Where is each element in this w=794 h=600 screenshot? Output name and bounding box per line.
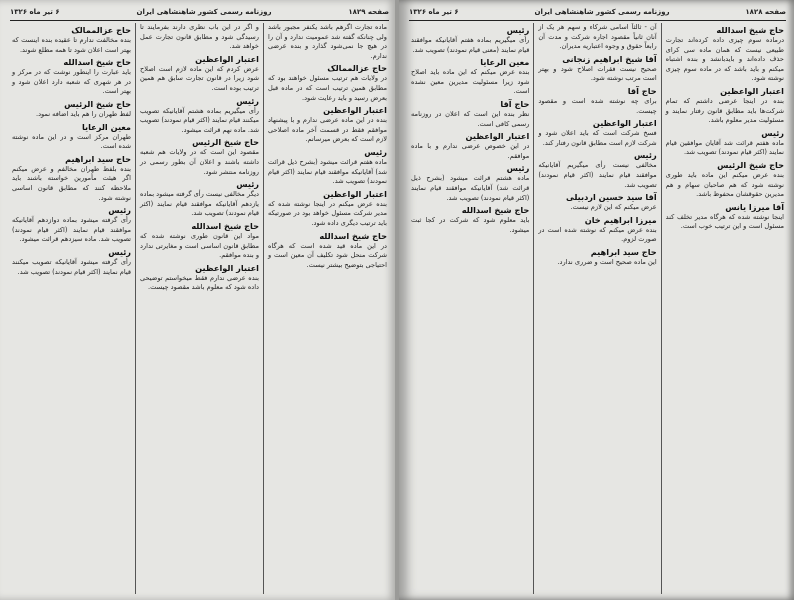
speaker-name: رئیس [108, 246, 131, 257]
right-page-header [409, 6, 786, 21]
paragraph-text: باید معلوم شود که شرکت در کجا ثبت میشود. [411, 216, 530, 234]
speaker-name: حاج عزالممالک [327, 63, 387, 74]
paragraph-text: ماده هفتم قرائت شد آقایان موافقین قیام نمایند (اکثر قیام نمودند) تصویب شد. [665, 138, 784, 157]
text-column [135, 23, 263, 594]
speaker-name: حاج شیخ اسدالله [319, 230, 387, 241]
text-column [661, 23, 788, 594]
paragraph-text: در این ماده قید شده است که هرگاه شرکت منحل شود تکلیف آن معین است و احتیاجی بتوضیح بیشتر نیست. [268, 241, 387, 269]
page-number: صفحه ۱۸۲۹ [348, 8, 389, 16]
right-page [399, 0, 794, 600]
speaker-name: حاج سید ابراهیم [65, 153, 131, 164]
speaker-name: اعتبار الواعظین [720, 85, 784, 96]
text-column [533, 23, 660, 594]
paragraph-text: رأی میگیریم بماده هشتم آقایانیکه تصویب میکنند قیام نمایند (اکثر قیام نمودند) تصویب شد. ماده نهم قرائت میشود. [140, 106, 259, 134]
speaker-name: معین الرعایا [81, 121, 131, 132]
speaker-name: آقا شیخ ابراهیم زنجانی [562, 53, 657, 64]
paragraph-text: ماده هفتم قرائت میشود (بشرح ذیل قرائت شد) آقایانیکه موافقند قیام نمایند (اکثر قیام نمودند) تصویب شد. [268, 157, 387, 186]
paragraph-text: اینجا نوشته شده که هرگاه مدیر تخلف کند مسئول است و این ترتیب خوب است. [665, 212, 784, 231]
speaker-name: حاج شیخ اسدالله [716, 25, 784, 35]
speaker-name: حاج آقا [627, 85, 657, 96]
paragraph-text: بنده عرض میکنم در اینجا نوشته شده که مدیر شرکت مسئول خواهد بود در صورتیکه باید ترتیب دیگری داده شود. [268, 199, 387, 227]
paragraph-text: این ماده صحیح است و ضرری ندارد. [557, 257, 657, 266]
paragraph-text: عرض میکنم که این لازم نیست. [570, 203, 657, 212]
paragraph-text: طهران مرکز است و در این ماده نوشته شده است. [12, 132, 131, 151]
paragraph-text: بنده مخالفت ندارم تا عقیده بنده اینست که بهتر است اعلان شود تا همه مطلع شوند. [12, 36, 131, 54]
left-page-header [10, 6, 389, 21]
text-column [407, 23, 533, 594]
speaker-name: اعتبار الواعظین [323, 105, 387, 116]
issue-date: ۶ تیر ماه ۱۳۲۶ [10, 8, 60, 16]
paragraph-text: در این خصوص عرضی ندارم و با ماده موافقم. [411, 142, 530, 160]
speaker-name: رئیس [108, 205, 131, 216]
paragraph-text: ماده تجارت اگرهم باشد یکنفر مجبور باشد ولی چنانکه گفته شد عمومیت ندارد و آن را در هیچ جا نمی‌شود گذارد و بنده عرضی ندارم. [268, 23, 387, 60]
paragraph-text: بنده عرض میکنم این ماده باید طوری نوشته شود که هم صاحبان سهام و هم مدیرین حقوقشان محفوظ باشد. [665, 170, 784, 199]
paragraph-text: رأی میگیریم بماده هفتم آقایانیکه موافقند قیام نمایند (معنی قیام نمودند) تصویب شد. [411, 36, 530, 54]
speaker-name: حاج شیخ الرئیس [192, 137, 259, 148]
speaker-name: اعتبار الواعظین [592, 118, 657, 129]
paragraph-text: لفظ طهران را هم باید اضافه نمود. [35, 109, 131, 118]
paragraph-text: مقصود این است که در ولایات هم شعبه داشته باشند و اعلان آن بطور رسمی در روزنامه منتشر شود. [140, 148, 259, 176]
speaker-name: حاج سید ابراهیم [590, 246, 657, 257]
paragraph-text: رأی گرفته میشود بماده دوازدهم آقایانیکه موافقند قیام نمایند (اکثر قیام نمودند) تصویب شد. ماده سیزدهم قرائت میشود. [12, 216, 131, 244]
speaker-name: حاج شیخ اسدالله [191, 220, 259, 231]
paragraph-text: آن - ثالثاً اسامی شرکاء و سهم هر یک از آنان ثانیاً مقصود اجاره شرکت و مدت آن رابعاً حقوق و وجوه اعتباریه مدیران. [538, 23, 657, 51]
speaker-name: اعتبار الواعظین [323, 188, 387, 199]
paragraph-text: صحیح نیست فقرات اصلاح شود و بهتر است مرتب نوشته شود. [538, 64, 657, 83]
text-column [263, 23, 391, 594]
speaker-name: حاج شیخ الرئیس [64, 98, 131, 109]
speaker-name: اعتبار الواعظین [195, 53, 259, 64]
paragraph-text: درماده سوم چیزی داده کرده‌اند تجارت طبیعی نیست که همان ماده سی کرای حذف داده‌اند و بایدبانشد و بنده اشتباه میکنم و باید باشد که در ماده سوم چیزی نوشته شود. [665, 36, 784, 83]
page-number: صفحه ۱۸۲۸ [745, 8, 786, 16]
paragraph-text: مواد این قانون طوری نوشته شده که مطابق قانون اساسی است و مغایرتی ندارد و بنده موافقم. [140, 231, 259, 260]
paragraph-text: بنده عرضی ندارم فقط میخواستم توضیحی داده شود که معلوم باشد مقصود چیست. [140, 273, 259, 292]
paragraph-text: ماده هشتم قرائت میشود (بشرح ذیل قرائت شد) آقایانیکه موافقند قیام نمایند (اکثر قیام نمودند) تصویب شد. [411, 174, 530, 202]
speaker-name: آقا میرزا یانس [725, 201, 784, 212]
paragraph-text: بنده در این ماده عرضی ندارم و با پیشنهاد موافقم فقط در قسمت آخر ماده اصلاحی لازم است که بعرض میرسانم. [268, 116, 387, 144]
paragraph-text: مخالفی نیست رأی میگیریم آقایانیکه موافقند قیام نمایند (اکثر قیام نمودند) تصویب شد. [538, 161, 657, 189]
text-column [8, 23, 135, 594]
paragraph-text: بنده بلفظ طهران مخالفم و عرض میکنم اگر هیئت مأمورین خواسته باشند باید ملاحظه کنند که مطابق قانون اساسی نوشته شود. [12, 164, 131, 202]
left-page-columns [8, 23, 391, 594]
speaker-name: حاج آقا [500, 98, 530, 109]
paragraph-text: بنده عرض میکنم که نوشته شده است در صورت لزوم. [538, 225, 657, 244]
speaker-name: معین الرعایا [480, 57, 530, 68]
paragraph-text: نظر بنده این است که اعلان در روزنامه رسمی کافی است. [411, 109, 530, 128]
speaker-name: آقا سید حسین اردبیلی [566, 192, 657, 203]
paragraph-text: فسخ شرکت است که باید اعلان شود و شرکت لازم است مطابق قانون رفتار کند. [538, 129, 657, 147]
paragraph-text: برای چه نوشته شده است و مقصود چیست. [538, 96, 657, 115]
speaker-name: رئیس [364, 146, 387, 157]
paragraph-text: دیگر مخالفی نیست رأی گرفته میشود بماده یازدهم آقایانیکه موافقند قیام نمایند (اکثر قیام نمودند) تصویب شد. [140, 190, 259, 218]
speaker-name: میرزا ابراهیم خان [584, 214, 657, 225]
speaker-name: رئیس [506, 163, 530, 174]
paragraph-text: باید عبارت را اینطور نوشت که در مرکز و در هر شهری که شعبه دارد اعلان شود و بهتر است. [12, 68, 131, 96]
speaker-name: حاج شیخ اسدالله [461, 205, 530, 216]
newspaper-title: روزنامه رسمی کشور شاهنشاهی ایران [534, 8, 670, 16]
speaker-name: رئیس [236, 179, 259, 190]
speaker-name: رئیس [236, 95, 259, 106]
paragraph-text: عرض کردم که این ماده لازم است اصلاح شود زیرا در قانون تجارت سابق هم همین ترتیب بوده است. [140, 64, 259, 92]
paragraph-text: و اگر در این باب نظری دارند بفرمایند تا رسیدگی شود و مطابق قانون تجارت عمل خواهد شد. [140, 23, 259, 51]
speaker-name: حاج شیخ اسدالله [63, 57, 131, 68]
speaker-name: حاج شیخ الرئیس [717, 159, 784, 170]
speaker-name: رئیس [633, 150, 657, 161]
speaker-name: رئیس [506, 25, 530, 35]
paragraph-text: بنده عرض میکنم که این ماده باید اصلاح شود زیرا مسئولیت مدیرین معین نشده است. [411, 68, 530, 96]
speaker-name: رئیس [761, 127, 784, 138]
issue-date: ۶ تیر ماه ۱۳۲۶ [409, 8, 459, 16]
speaker-name: حاج عزالممالک [71, 25, 131, 35]
paragraph-text: بنده در اینجا عرضی داشتم که تمام شرکت‌ها باید مطابق قانون رفتار نمایند و مسئولیت مدیر معلوم باشد. [665, 96, 784, 125]
speaker-name: اعتبار الواعظین [465, 131, 530, 142]
speaker-name: اعتبار الواعظین [195, 262, 259, 273]
newspaper-title: روزنامه رسمی کشور شاهنشاهی ایران [136, 8, 272, 16]
right-page-columns [407, 23, 788, 594]
paragraph-text: رأی گرفته میشود آقایانیکه تصویب میکنند قیام نمایند (اکثر قیام نمودند) تصویب شد. [12, 257, 131, 276]
paragraph-text: در ولایات هم ترتیب مسئول خواهند بود که مطابق همین ترتیب است که در ماده قبل بعرض رسید و باید رعایت شود. [268, 74, 387, 102]
